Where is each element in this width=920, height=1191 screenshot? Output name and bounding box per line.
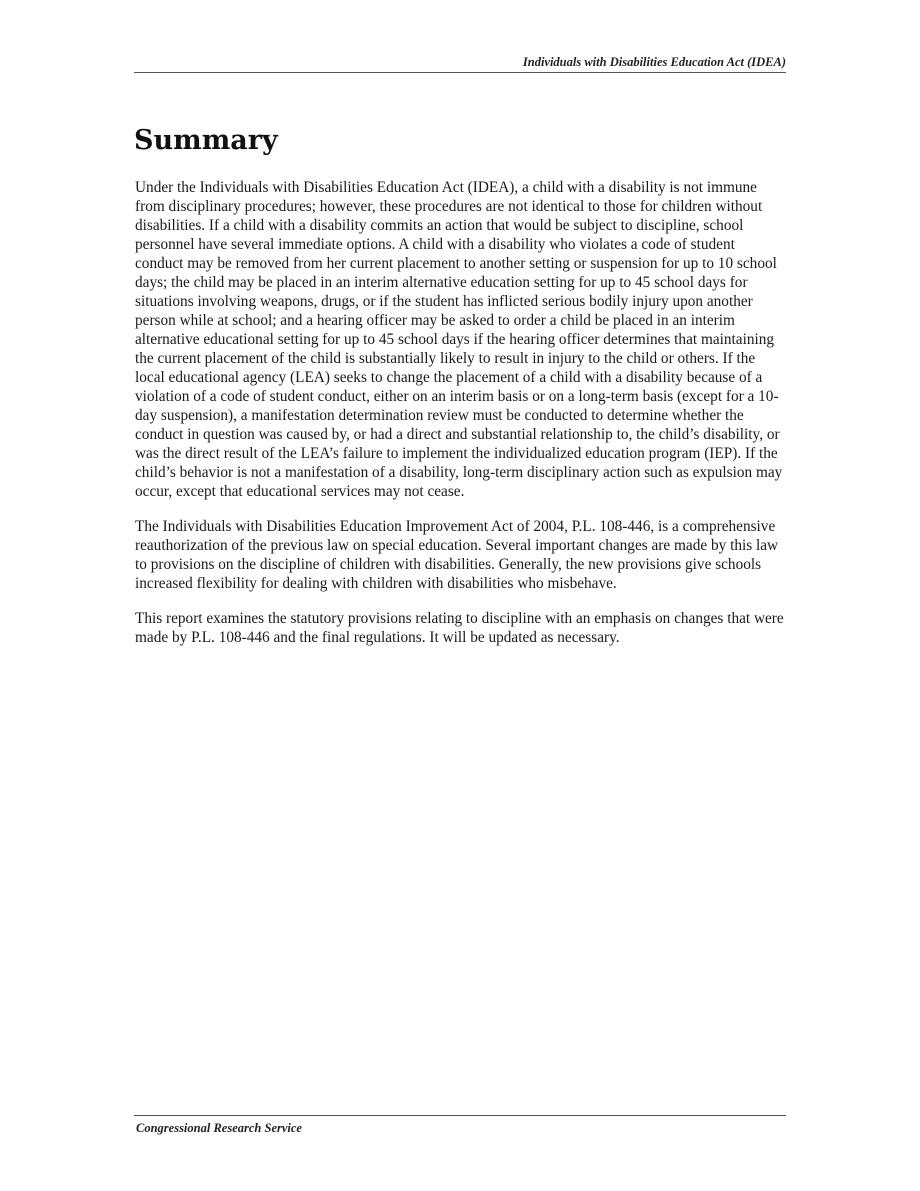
running-footer: Congressional Research Service xyxy=(136,1121,302,1135)
paragraph: This report examines the statutory provisions relating to discipline with an emphasis on changes that were made by P.L. 108-446 and the final regulations. It will be updated as necessary. xyxy=(135,610,784,646)
paragraph: The Individuals with Disabilities Education Improvement Act of 2004, P.L. 108-446, is a comprehensive reauthorization of the previous law on special education. Several important changes are made by this law to provisions on the discipline of children with disabilities. Generally, the new provisions give schools increased flexibility for dealing with children with disabilities who misbehave. xyxy=(135,518,779,592)
footer-divider xyxy=(134,1115,786,1116)
running-header: Individuals with Disabilities Education Act (IDEA) xyxy=(522,55,786,69)
section-title: Summary xyxy=(134,125,278,156)
header-divider xyxy=(134,72,786,73)
summary-body xyxy=(135,178,785,663)
paragraph: Under the Individuals with Disabilities Education Act (IDEA), a child with a disability is not immune from disciplinary procedures; however, these procedures are not identical to those for children without disabilities. If a child with a disability commits an action that would be subject to discipline, school personnel have several immediate options. A child with a disability who violates a code of student conduct may be removed from her current placement to another setting or suspension for up to 10 school days; the child may be placed in an interim alternative education setting for up to 45 school days for situations involving weapons, drugs, or if the student has inflicted serious bodily injury upon another person while at school; and a hearing officer may be asked to order a child be placed in an interim alternative educational setting for up to 45 school days if the hearing officer determines that maintaining the current placement of the child is substantially likely to result in injury to the child or others. If the local educational agency (LEA) seeks to change the placement of a child with a disability because of a violation of a code of student conduct, either on an interim basis or on a long-term basis (except for a 10-day suspension), a manifestation determination review must be conducted to determine whether the conduct in question was caused by, or had a direct and substantial relationship to, the child’s disability, or was the direct result of the LEA’s failure to implement the individualized education program (IEP). If the child’s behavior is not a manifestation of a disability, long-term disciplinary action such as expulsion may occur, except that educational services may not cease. xyxy=(135,179,783,500)
